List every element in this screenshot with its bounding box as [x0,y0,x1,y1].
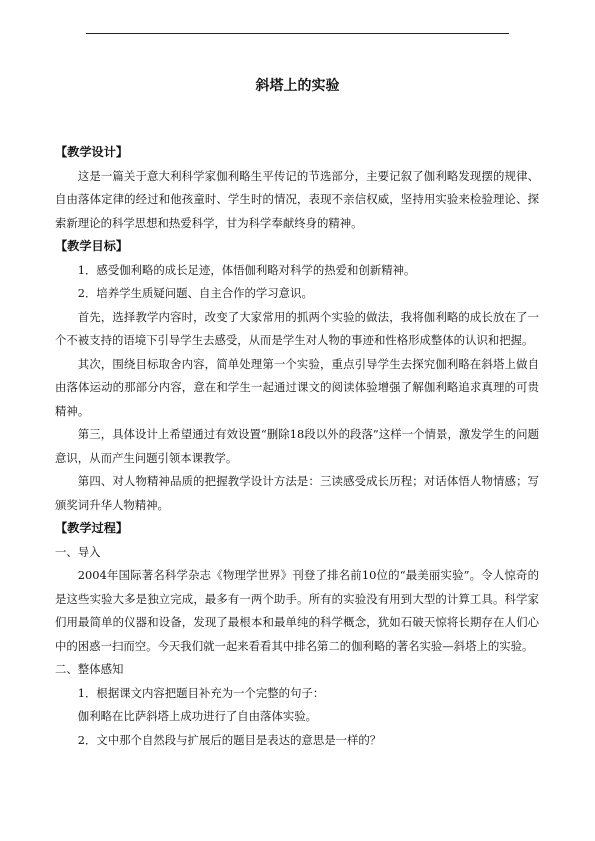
process-question-2: 2．文中那个自然段与扩展后的题目是表达的意思是一样的？ [77,732,382,747]
goal-item-2: 2．培养学生质疑问题、自主合作的学习意识。 [77,286,313,300]
goals-paragraph-2: 其次，围绕目标取舍内容，简单处理第一个实验，重点引导学生去探究伽利略在斜塔上做自由落体运动的那部分内容，意在和学生一起通过课文的阅读体验增强了解伽利略追求真理的可贵精神。 [55,356,539,418]
goals-paragraph-3: 第三，具体设计上希望通过有效设置“删除18段以外的段落”这样一个情景，激发学生的问题意识，从而产生问题引领本课教学。 [55,427,539,465]
section-heading-goals: 【教学目标】 [55,239,129,253]
section-heading-process: 【教学过程】 [55,521,129,535]
process-answer-1: 伽利略在比萨斜塔上成功进行了自由落体实验。 [77,709,318,723]
section-heading-design: 【教学设计】 [55,145,129,159]
process-question-1: 1．根据课文内容把题目补充为一个完整的句子： [77,685,325,700]
design-paragraph: 这是一篇关于意大利科学家伽利略生平传记的节选部分，主要记叙了伽利略发现摆的规律、自由落体定律的经过和他孩童时、学生时的情况，表现不亲信权威，坚持用实验来检验理论、探索新理论的科学思想和热爱科学，甘为科学奉献终身的精神。 [55,168,539,230]
process-step-2-title: 二、整体感知 [55,662,124,676]
goal-item-1: 1．感受伽利略的成长足迹，体悟伽利略对科学的热爱和创新精神。 [77,262,416,277]
document-title: 斜塔上的实验 [255,78,340,94]
goals-paragraph-4: 第四、对人物精神品质的把握教学设计方法是：三读感受成长历程；对话体悟人物情感；写颁奖词升华人物精神。 [55,474,539,512]
process-step-1-title: 一、导入 [55,544,101,559]
process-step-1-paragraph: 2004年国际著名科学杂志《物理学世界》刊登了排名前10位的“最美丽实验”。令人惊奇的是这些实验大多是独立完成，最多有一两个助手。所有的实验没有用到大型的计算工具。科学家们用最简单的仪器和设备，发现了最根本和最单纯的科学概念，犹如石破天惊将长期存在人们心中的困惑一扫而空。今天我们就一起来看看其中排名第二的伽利略的著名实验—斜塔上的实验。 [55,568,539,653]
document-body [55,141,539,752]
goals-paragraph-1: 首先，选择教学内容时，改变了大家常用的抓两个实验的做法，我将伽利略的成长放在了一个不被支持的语境下引导学生去感受，从而是学生对人物的事迹和性格形成整体的认识和把握。 [55,309,539,347]
header-rule [86,33,509,34]
